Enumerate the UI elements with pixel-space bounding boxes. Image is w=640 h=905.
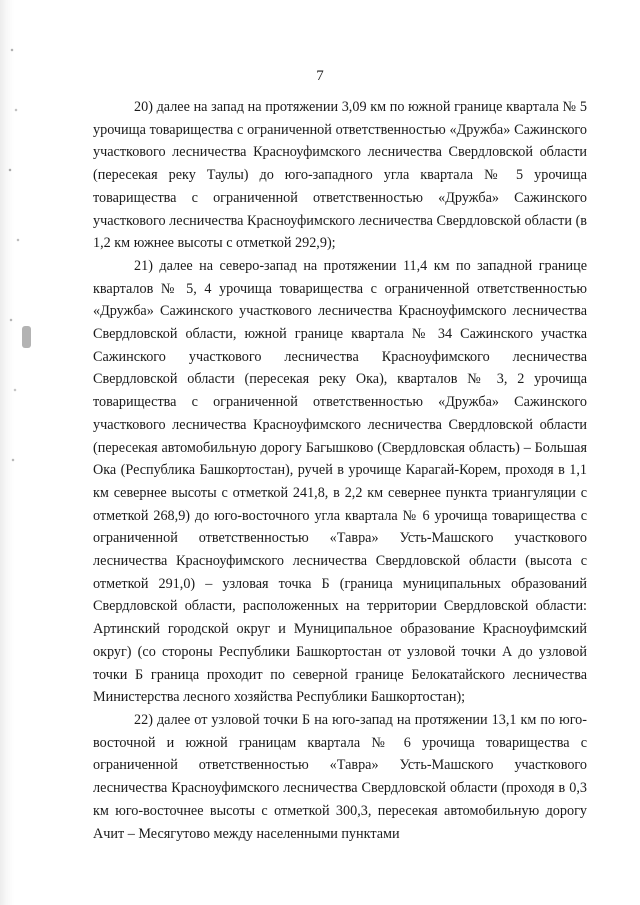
punch-hole-mark [22, 326, 31, 348]
scan-noise [2, 30, 26, 530]
document-body [93, 96, 587, 845]
paragraph-22: 22) далее от узловой точки Б на юго-запад на протяжении 13,1 км по юго-восточной и южной границам квартала № 6 урочища товарищества с ограниченной ответственностью «Тавра» Усть-Машского участкового лесничества Красноуфимского лесничества Свердловской области (проходя в 0,3 км юго-восточнее высоты с отметкой 300,3, пересекая автомобильную дорогу Ачит – Месягутово между населенными пунктами [93, 711, 587, 842]
page-number: 7 [316, 68, 324, 84]
paragraph-21: 21) далее на северо-запад на протяжении 11,4 км по западной границе кварталов № 5, 4 урочища товарищества с ограниченной ответственностью «Дружба» Сажинского участкового лесничества Красноуфимского лесничества Свердловской области, южной границе квартала № 34 Сажинского участка Сажинского участкового лесничества Красноуфимского лесничества Свердловской области (пересекая реку Ока), кварталов № 3, 2 урочища товарищества с ограниченной ответственностью «Дружба» Сажинского участкового лесничества Красноуфимского лесничества Свердловской области (пересекая автомобильную дорогу Багышково (Свердловская область) – Большая Ока (Республика Башкортостан), ручей в урочище Карагай-Корем, проходя в 1,1 км севернее высоты с отметкой 241,8, в 2,2 км севернее пункта триангуляции с отметкой 268,9) до юго-восточного угла квартала № 6 урочища товарищества с ограниченной ответственностью «Тавра» Усть-Машского участкового лесничества Красноуфимского лесничества Свердловской области (высота с отметкой 291,0) – узловая точка Б (граница муниципальных образований Свердловской области, расположенных на территории Свердловской области: Артинский городской округ и Муниципальное образование Красноуфимский округ) (со стороны Республики Башкортостан от узловой точки А до узловой точки Б граница проходит по северной границе Белокатайского лесничества Министерства лесного хозяйства Республики Башкортостан); [93, 257, 587, 706]
paragraph-20: 20) далее на запад на протяжении 3,09 км по южной границе квартала № 5 урочища товарищества с ограниченной ответственностью «Дружба» Сажинского участкового лесничества Красноуфимского лесничества Свердловской области (пересекая реку Таулы) до юго-западного угла квартала № 5 урочища товарищества с ограниченной ответственностью «Дружба» Сажинского участкового лесничества Красноуфимского лесничества Свердловской области (в 1,2 км южнее высоты с отметкой 292,9); [93, 99, 587, 252]
